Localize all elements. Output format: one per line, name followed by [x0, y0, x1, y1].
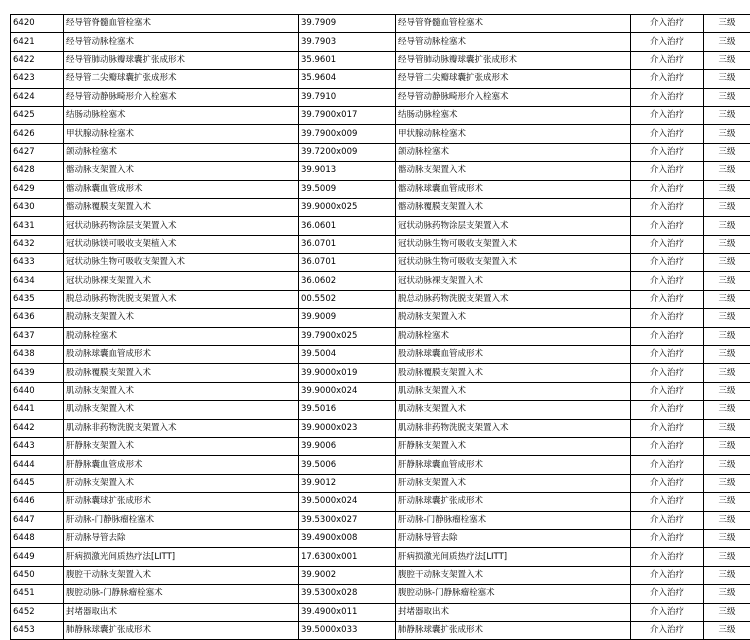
- row-name-secondary: 股动脉球囊血管成形术: [396, 346, 631, 364]
- row-category: 介入治疗: [631, 456, 704, 474]
- row-name-secondary: 甲状腺动脉栓塞术: [396, 125, 631, 143]
- row-icd: 36.0601: [299, 217, 396, 235]
- row-code: 6448: [11, 529, 64, 547]
- row-category: 介入治疗: [631, 529, 704, 547]
- row-name-primary: 腹腔干动脉支架置入术: [64, 566, 299, 584]
- row-level: 三级: [704, 603, 750, 621]
- row-name-secondary: 经导管肺动脉瓣球囊扩张成形术: [396, 51, 631, 69]
- table-row: [11, 364, 750, 382]
- row-name-primary: 脱动脉支架置入术: [64, 309, 299, 327]
- row-category: 介入治疗: [631, 327, 704, 345]
- table-row: [11, 585, 750, 603]
- row-icd: 36.0701: [299, 254, 396, 272]
- row-code: 6442: [11, 419, 64, 437]
- row-code: 6437: [11, 327, 64, 345]
- row-code: 6429: [11, 180, 64, 198]
- row-name-primary: 经导管肺动脉瓣球囊扩张成形术: [64, 51, 299, 69]
- table-row: [11, 327, 750, 345]
- row-code: 6432: [11, 235, 64, 253]
- row-level: 三级: [704, 585, 750, 603]
- row-level: 三级: [704, 474, 750, 492]
- row-code: 6449: [11, 548, 64, 566]
- row-name-primary: 肌动脉支架置入术: [64, 382, 299, 400]
- row-name-primary: 肝静脉囊血管成形术: [64, 456, 299, 474]
- row-name-secondary: 脱总动脉药物洗脱支架置入术: [396, 290, 631, 308]
- row-code: 6439: [11, 364, 64, 382]
- row-name-secondary: 肌动脉非药物洗脱支架置入术: [396, 419, 631, 437]
- row-icd: 35.9604: [299, 70, 396, 88]
- row-name-primary: 肺静脉球囊扩张成形术: [64, 621, 299, 639]
- row-code: 6431: [11, 217, 64, 235]
- row-name-primary: 经导管动静脉畸形介入栓塞术: [64, 88, 299, 106]
- row-icd: 39.5006: [299, 456, 396, 474]
- row-level: 三级: [704, 33, 750, 51]
- row-icd: 39.9002: [299, 566, 396, 584]
- row-name-secondary: 冠状动脉药物涂层支架置入术: [396, 217, 631, 235]
- row-level: 三级: [704, 493, 750, 511]
- row-name-primary: 甲状腺动脉栓塞术: [64, 125, 299, 143]
- row-name-secondary: 股动脉覆膜支架置入术: [396, 364, 631, 382]
- table-row: [11, 603, 750, 621]
- row-level: 三级: [704, 198, 750, 216]
- row-code: 6446: [11, 493, 64, 511]
- row-code: 6450: [11, 566, 64, 584]
- row-level: 三级: [704, 529, 750, 547]
- table-row: [11, 290, 750, 308]
- table-row: [11, 15, 750, 33]
- table-row: [11, 106, 750, 124]
- row-name-primary: 经导管二尖瓣球囊扩张成形术: [64, 70, 299, 88]
- row-category: 介入治疗: [631, 143, 704, 161]
- row-code: 6440: [11, 382, 64, 400]
- row-category: 介入治疗: [631, 585, 704, 603]
- table-row: [11, 33, 750, 51]
- row-icd: 39.4900x008: [299, 529, 396, 547]
- row-code: 6443: [11, 437, 64, 455]
- row-name-primary: 冠状动脉裸支架置入术: [64, 272, 299, 290]
- row-name-secondary: 腹腔干动脉支架置入术: [396, 566, 631, 584]
- row-category: 介入治疗: [631, 346, 704, 364]
- row-category: 介入治疗: [631, 511, 704, 529]
- table-row: [11, 88, 750, 106]
- row-icd: 39.5009: [299, 180, 396, 198]
- table-row: [11, 548, 750, 566]
- row-name-secondary: 冠状动脉生物可吸收支架置入术: [396, 254, 631, 272]
- row-name-secondary: 肝病损激光间质热疗法[LITT]: [396, 548, 631, 566]
- row-category: 介入治疗: [631, 474, 704, 492]
- row-category: 介入治疗: [631, 106, 704, 124]
- row-name-primary: 股动脉覆膜支架置入术: [64, 364, 299, 382]
- row-name-primary: 髂动脉囊血管成形术: [64, 180, 299, 198]
- row-level: 三级: [704, 70, 750, 88]
- row-level: 三级: [704, 290, 750, 308]
- row-category: 介入治疗: [631, 290, 704, 308]
- row-name-secondary: 髂动脉球囊血管成形术: [396, 180, 631, 198]
- row-level: 三级: [704, 254, 750, 272]
- row-icd: 39.7900x017: [299, 106, 396, 124]
- row-category: 介入治疗: [631, 272, 704, 290]
- row-name-secondary: 肝动脉-门静脉瘤栓塞术: [396, 511, 631, 529]
- row-icd: 39.4900x011: [299, 603, 396, 621]
- row-category: 介入治疗: [631, 309, 704, 327]
- row-category: 介入治疗: [631, 33, 704, 51]
- row-icd: 35.9601: [299, 51, 396, 69]
- table-row: [11, 162, 750, 180]
- row-icd: 39.7910: [299, 88, 396, 106]
- row-name-primary: 肌动脉非药物洗脱支架置入术: [64, 419, 299, 437]
- row-category: 介入治疗: [631, 162, 704, 180]
- row-code: 6433: [11, 254, 64, 272]
- row-icd: 39.5016: [299, 401, 396, 419]
- table-row: [11, 143, 750, 161]
- row-level: 三级: [704, 88, 750, 106]
- row-icd: 39.5300x027: [299, 511, 396, 529]
- row-icd: 39.7900x025: [299, 327, 396, 345]
- row-level: 三级: [704, 511, 750, 529]
- row-category: 介入治疗: [631, 180, 704, 198]
- row-icd: 39.9000x019: [299, 364, 396, 382]
- row-icd: 36.0602: [299, 272, 396, 290]
- row-level: 三级: [704, 309, 750, 327]
- row-name-primary: 肝动脉-门静脉瘤栓塞术: [64, 511, 299, 529]
- row-category: 介入治疗: [631, 401, 704, 419]
- table-row: [11, 235, 750, 253]
- row-name-secondary: 肝动脉球囊扩张成形术: [396, 493, 631, 511]
- row-icd: 39.7200x009: [299, 143, 396, 161]
- row-icd: 39.9006: [299, 437, 396, 455]
- row-level: 三级: [704, 401, 750, 419]
- row-code: 6428: [11, 162, 64, 180]
- row-icd: 39.5004: [299, 346, 396, 364]
- row-level: 三级: [704, 456, 750, 474]
- row-name-secondary: 髂动脉支架置入术: [396, 162, 631, 180]
- row-name-primary: 脱动脉栓塞术: [64, 327, 299, 345]
- table-row: [11, 437, 750, 455]
- row-name-secondary: 肌动脉支架置入术: [396, 401, 631, 419]
- row-name-primary: 封堵器取出术: [64, 603, 299, 621]
- row-name-secondary: 经导管二尖瓣球囊扩张成形术: [396, 70, 631, 88]
- table-row: [11, 51, 750, 69]
- row-icd: 39.7909: [299, 15, 396, 33]
- row-icd: 17.6300x001: [299, 548, 396, 566]
- row-code: 6434: [11, 272, 64, 290]
- row-level: 三级: [704, 437, 750, 455]
- table-row: [11, 419, 750, 437]
- row-name-secondary: 封堵器取出术: [396, 603, 631, 621]
- row-level: 三级: [704, 419, 750, 437]
- row-icd: 00.5502: [299, 290, 396, 308]
- row-level: 三级: [704, 15, 750, 33]
- row-icd: 39.9000x025: [299, 198, 396, 216]
- row-code: 6436: [11, 309, 64, 327]
- row-name-secondary: 冠状动脉裸支架置入术: [396, 272, 631, 290]
- table-row: [11, 217, 750, 235]
- row-code: 6447: [11, 511, 64, 529]
- row-code: 6430: [11, 198, 64, 216]
- row-category: 介入治疗: [631, 566, 704, 584]
- row-code: 6441: [11, 401, 64, 419]
- row-level: 三级: [704, 106, 750, 124]
- row-level: 三级: [704, 346, 750, 364]
- table-row: [11, 70, 750, 88]
- row-icd: 39.7900x009: [299, 125, 396, 143]
- row-name-secondary: 肺静脉球囊扩张成形术: [396, 621, 631, 639]
- row-category: 介入治疗: [631, 603, 704, 621]
- row-icd: 39.7903: [299, 33, 396, 51]
- row-category: 介入治疗: [631, 51, 704, 69]
- row-category: 介入治疗: [631, 419, 704, 437]
- row-name-secondary: 腹腔动脉-门静脉瘤栓塞术: [396, 585, 631, 603]
- row-category: 介入治疗: [631, 125, 704, 143]
- row-name-secondary: 肝动脉导管去除: [396, 529, 631, 547]
- row-category: 介入治疗: [631, 198, 704, 216]
- row-level: 三级: [704, 180, 750, 198]
- table-row: [11, 621, 750, 639]
- table-row: [11, 493, 750, 511]
- row-category: 介入治疗: [631, 437, 704, 455]
- row-name-secondary: 髂动脉覆膜支架置入术: [396, 198, 631, 216]
- row-category: 介入治疗: [631, 15, 704, 33]
- row-code: 6425: [11, 106, 64, 124]
- row-level: 三级: [704, 125, 750, 143]
- row-name-primary: 髂动脉支架置入术: [64, 162, 299, 180]
- table-row: [11, 511, 750, 529]
- table-row: [11, 456, 750, 474]
- row-code: 6438: [11, 346, 64, 364]
- table-row: [11, 198, 750, 216]
- table-row: [11, 125, 750, 143]
- row-level: 三级: [704, 327, 750, 345]
- row-icd: 39.5000x024: [299, 493, 396, 511]
- row-icd: 39.5300x028: [299, 585, 396, 603]
- row-category: 介入治疗: [631, 621, 704, 639]
- row-code: 6452: [11, 603, 64, 621]
- row-code: 6421: [11, 33, 64, 51]
- row-name-primary: 肝静脉支架置入术: [64, 437, 299, 455]
- row-name-primary: 肝动脉支架置入术: [64, 474, 299, 492]
- row-icd: 39.9000x023: [299, 419, 396, 437]
- row-name-secondary: 肝静脉支架置入术: [396, 437, 631, 455]
- row-name-primary: 冠状动脉药物涂层支架置入术: [64, 217, 299, 235]
- row-code: 6427: [11, 143, 64, 161]
- row-category: 介入治疗: [631, 254, 704, 272]
- row-name-secondary: 颌动脉栓塞术: [396, 143, 631, 161]
- row-level: 三级: [704, 217, 750, 235]
- row-level: 三级: [704, 621, 750, 639]
- table-row: [11, 254, 750, 272]
- row-level: 三级: [704, 548, 750, 566]
- row-category: 介入治疗: [631, 70, 704, 88]
- row-code: 6451: [11, 585, 64, 603]
- table-row: [11, 309, 750, 327]
- row-level: 三级: [704, 143, 750, 161]
- row-name-primary: 结肠动脉栓塞术: [64, 106, 299, 124]
- row-name-primary: 肝动脉导管去除: [64, 529, 299, 547]
- row-name-primary: 经导管动脉栓塞术: [64, 33, 299, 51]
- row-name-primary: 经导管脊髓血管栓塞术: [64, 15, 299, 33]
- table-row: [11, 180, 750, 198]
- table-row: [11, 272, 750, 290]
- row-name-primary: 肌动脉支架置入术: [64, 401, 299, 419]
- row-level: 三级: [704, 162, 750, 180]
- row-level: 三级: [704, 382, 750, 400]
- row-name-primary: 肝病损激光间质热疗法[LITT]: [64, 548, 299, 566]
- row-category: 介入治疗: [631, 364, 704, 382]
- surgery-code-table: [10, 14, 750, 640]
- row-name-secondary: 肝动脉支架置入术: [396, 474, 631, 492]
- row-name-secondary: 肝静脉球囊血管成形术: [396, 456, 631, 474]
- row-category: 介入治疗: [631, 382, 704, 400]
- table-row: [11, 529, 750, 547]
- row-name-secondary: 结肠动脉栓塞术: [396, 106, 631, 124]
- row-name-primary: 冠状动脉生物可吸收支架置入术: [64, 254, 299, 272]
- row-icd: 39.5000x033: [299, 621, 396, 639]
- row-category: 介入治疗: [631, 493, 704, 511]
- row-code: 6453: [11, 621, 64, 639]
- row-icd: 39.9009: [299, 309, 396, 327]
- table-row: [11, 474, 750, 492]
- row-category: 介入治疗: [631, 235, 704, 253]
- row-icd: 39.9000x024: [299, 382, 396, 400]
- row-name-secondary: 肌动脉支架置入术: [396, 382, 631, 400]
- table-row: [11, 346, 750, 364]
- row-level: 三级: [704, 364, 750, 382]
- row-name-primary: 冠状动脉镁可吸收支架植入术: [64, 235, 299, 253]
- row-level: 三级: [704, 566, 750, 584]
- row-code: 6426: [11, 125, 64, 143]
- table-row: [11, 382, 750, 400]
- row-category: 介入治疗: [631, 88, 704, 106]
- row-level: 三级: [704, 51, 750, 69]
- row-name-secondary: 经导管动脉栓塞术: [396, 33, 631, 51]
- row-name-primary: 股动脉球囊血管成形术: [64, 346, 299, 364]
- row-name-secondary: 经导管动静脉畸形介入栓塞术: [396, 88, 631, 106]
- row-icd: 36.0701: [299, 235, 396, 253]
- row-level: 三级: [704, 272, 750, 290]
- row-name-primary: 脱总动脉药物洗脱支架置入术: [64, 290, 299, 308]
- row-name-secondary: 冠状动脉生物可吸收支架置入术: [396, 235, 631, 253]
- row-name-secondary: 脱动脉支架置入术: [396, 309, 631, 327]
- row-code: 6444: [11, 456, 64, 474]
- row-code: 6445: [11, 474, 64, 492]
- row-name-primary: 髂动脉覆膜支架置入术: [64, 198, 299, 216]
- row-icd: 39.9012: [299, 474, 396, 492]
- row-name-secondary: 经导管脊髓血管栓塞术: [396, 15, 631, 33]
- row-code: 6423: [11, 70, 64, 88]
- row-code: 6435: [11, 290, 64, 308]
- table-row: [11, 566, 750, 584]
- row-name-secondary: 脱动脉栓塞术: [396, 327, 631, 345]
- row-code: 6420: [11, 15, 64, 33]
- row-category: 介入治疗: [631, 548, 704, 566]
- row-name-primary: 颌动脉栓塞术: [64, 143, 299, 161]
- row-category: 介入治疗: [631, 217, 704, 235]
- row-level: 三级: [704, 235, 750, 253]
- row-code: 6424: [11, 88, 64, 106]
- row-name-primary: 腹腔动脉-门静脉瘤栓塞术: [64, 585, 299, 603]
- table-body: [11, 15, 750, 640]
- table-row: [11, 401, 750, 419]
- row-name-primary: 肝动脉囊球扩张成形术: [64, 493, 299, 511]
- row-icd: 39.9013: [299, 162, 396, 180]
- row-code: 6422: [11, 51, 64, 69]
